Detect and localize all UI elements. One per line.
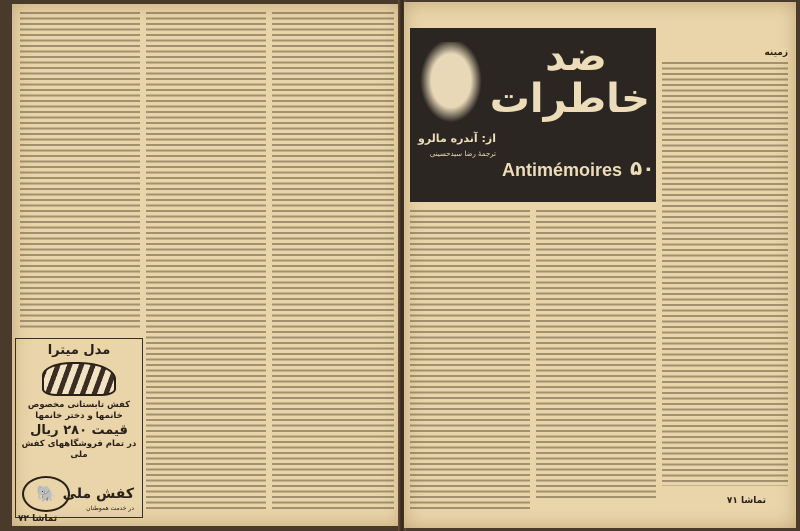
sandal-image — [42, 362, 116, 396]
article-translator: ترجمهٔ رضا سیدحسینی — [429, 150, 496, 158]
left-page — [12, 4, 402, 526]
text-column — [410, 210, 530, 510]
text-column — [20, 12, 140, 330]
article-title: ضد خاطرات — [489, 34, 650, 122]
author-portrait — [416, 42, 486, 128]
text-column — [272, 12, 394, 512]
right-page — [404, 2, 796, 528]
article-title-block — [410, 28, 656, 202]
text-column — [536, 210, 656, 500]
ad-line: کفش تابستانی مخصوص — [27, 400, 131, 410]
ad-headline: مدل میترا — [47, 343, 111, 358]
page-footer: تماشا ۷۱ — [726, 496, 766, 506]
article-author: از: آندره مالرو — [418, 132, 496, 145]
lead-word: زمینه — [764, 48, 788, 58]
ad-price: قیمت ۲۸۰ ریال — [30, 423, 128, 439]
shoe-advertisement — [15, 338, 143, 518]
elephant-logo-icon: 🐘 — [22, 476, 70, 512]
text-column — [662, 62, 788, 486]
ad-brand-sub: در خدمت هموطنان — [86, 505, 134, 513]
page-footer: تماشا ۷۲ — [18, 514, 58, 524]
ad-brand: کفش ملی — [62, 485, 134, 502]
issue-number: ۵۰ — [630, 156, 655, 180]
ad-line: در تمام فروشگاههای کفش ملی — [21, 439, 137, 461]
text-column — [146, 12, 266, 512]
ad-line: خانمها و دختر خانمها — [35, 411, 123, 422]
article-title-latin: Antimémoires — [502, 160, 623, 180]
